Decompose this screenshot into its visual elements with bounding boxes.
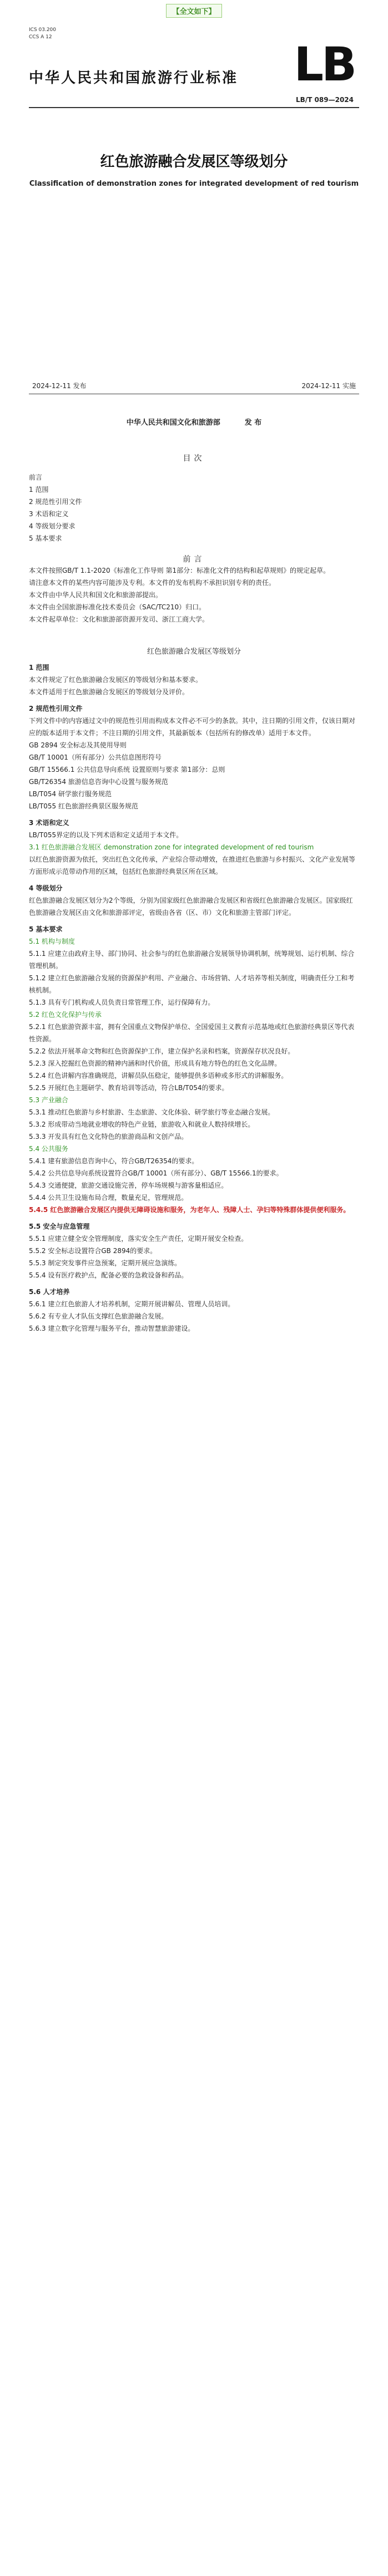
section-line: 5.6.2 有专业人才队伍支撑红色旅游融合发展。: [29, 1312, 168, 1320]
ccs-code: CCS A 12: [29, 34, 52, 40]
foreword-line: 本文件起草单位：文化和旅游部资源开发司、浙江工商大学。: [29, 615, 209, 623]
toc-item[interactable]: 4 等级划分要求: [29, 522, 75, 530]
section-line: 5.3 产业融合: [29, 1096, 68, 1104]
foreword-line: 本文件按照GB/T 1.1-2020《标准化工作导则 第1部分：标准化文件的结构和起草规则》的规定起草。: [29, 567, 330, 574]
section-line: 5.4 公共服务: [29, 1145, 68, 1153]
section-line: 5.1.1 应建立由政府主导、部门协同、社会参与的红色旅游融合发展领导协调机制，统筹规划、运行机制、综合管理机制。: [29, 950, 355, 970]
sections: [29, 661, 359, 1204]
section-line: GB/T26354 旅游信息咨询中心设置与服务规范: [29, 778, 168, 786]
cover: [0, 27, 388, 427]
section-line: LB/T055 红色旅游经典景区服务规范: [29, 802, 139, 810]
document-title: 红色旅游融合发展区等级划分: [100, 154, 288, 170]
dates-row: [29, 381, 359, 390]
toc-title: 目次: [183, 454, 205, 463]
section-line: 本文件适用于红色旅游融合发展区的等级划分及评价。: [29, 688, 189, 696]
section-line: 5.6.1 建立红色旅游人才培养机制，定期开展讲解员、管理人员培训。: [29, 1300, 235, 1308]
section-line: 5.5.1 应建立健全安全管理制度，落实安全生产责任，定期开展安全检查。: [29, 1235, 248, 1243]
section-line: 5.5.4 设有医疗救护点，配备必要的急救设备和药品。: [29, 1271, 188, 1279]
section-line: 5.4.1 建有旅游信息咨询中心，符合GB/T26354的要求。: [29, 1157, 199, 1165]
section-line: 本文件规定了红色旅游融合发展区的等级划分和基本要求。: [29, 676, 203, 684]
section-line: 3.1 红色旅游融合发展区 demonstration zone for integrated development of red tourism: [29, 843, 314, 851]
section-line: 以红色旅游资源为依托，突出红色文化传承，产业综合带动增效，在推进红色旅游与乡村振兴、文化产业发展等方面形成示范带动作用的区域，包括红色旅游经典景区所在区域。: [29, 856, 356, 875]
section-line: LB/T055界定的以及下列术语和定义适用于本文件。: [29, 831, 183, 839]
toc-item[interactable]: 3 术语和定义: [29, 510, 69, 518]
section-line: 5.5.2 安全标志设置符合GB 2894的要求。: [29, 1247, 157, 1255]
section-line: 5.1.3 具有专门机构或人员负责日常管理工作，运行保障有力。: [29, 999, 215, 1006]
section-line: 5.2 红色文化保护与传承: [29, 1011, 102, 1019]
section-heading: 5 基本要求: [29, 925, 63, 933]
section-line: LB/T054 研学旅行服务规范: [29, 790, 112, 798]
toc-item[interactable]: 前言: [29, 474, 43, 481]
publisher: [29, 416, 359, 427]
toc-item[interactable]: 5 基本要求: [29, 534, 62, 542]
foreword-line: 请注意本文件的某些内容可能涉及专利。本文件的发布机构不承担识别专利的责任。: [29, 579, 276, 587]
foreword: [29, 564, 359, 625]
section-line: 5.4.2 公共信息导向系统设置符合GB/T 10001（所有部分）、GB/T 15566.1的要求。: [29, 1169, 283, 1177]
section-line: 5.1 机构与制度: [29, 938, 75, 945]
section-line: 5.6.3 建立数字化管理与服务平台，推动智慧旅游建设。: [29, 1325, 195, 1332]
org-title: 中华人民共和国旅游行业标准: [29, 70, 239, 86]
toc-list: [29, 471, 359, 544]
foreword-title: 前言: [183, 555, 205, 564]
foreword-line: 本文件由全国旅游标准化技术委员会（SAC/TC210）归口。: [29, 603, 206, 611]
section-heading: 2 规范性引用文件: [29, 705, 83, 712]
issue-date: 2024-12-11 发布: [32, 382, 87, 390]
section-line: 5.2.1 红色旅游资源丰富，拥有全国重点文物保护单位、全国爱国主义教育示范基地或红色旅游经典景区等代表性资源。: [29, 1023, 355, 1043]
section-line: GB 2894 安全标志及其使用导则: [29, 741, 127, 749]
section-line: 红色旅游融合发展区划分为2个等级，分别为国家级红色旅游融合发展区和省级红色旅游融合发展区。国家级红色旅游融合发展区由文化和旅游部评定，省级由各省（区、市）文化和旅游主管部门评定。: [29, 897, 353, 917]
section-line: 5.2.5 开展红色主题研学、教育培训等活动，符合LB/T054的要求。: [29, 1084, 229, 1092]
section-line: 5.1.2 建立红色旅游融合发展的资源保护利用、产业融合、市场营销、人才培养等相关制度，明确责任分工和考核机制。: [29, 974, 355, 994]
section-line: 5.2.3 深入挖掘红色资源的精神内涵和时代价值，形成具有地方特色的红色文化品牌。: [29, 1060, 281, 1067]
section-line: GB/T 10001（所有部分）公共信息图形符号: [29, 754, 162, 761]
section-line: 5.2.2 依法开展革命文物和红色资源保护工作，建立保护名录和档案，资源保存状况良好。: [29, 1047, 295, 1055]
section-line: 5.3.2 形成带动当地就业增收的特色产业链，旅游收入和就业人数持续增长。: [29, 1121, 255, 1128]
top-bar: [0, 0, 388, 21]
standard-number: LB/T 089—2024: [296, 96, 354, 104]
body-title: 红色旅游融合发展区等级划分: [147, 648, 241, 656]
ics-code: ICS 03.200: [29, 27, 57, 33]
section-line: 5.4.3 交通便捷，旅游交通设施完善，停车场规模与游客量相适应。: [29, 1182, 228, 1189]
toc-item[interactable]: 1 范围: [29, 486, 49, 493]
section-heading: 5.6 人才培养: [29, 1288, 70, 1296]
implementation-date: 2024-12-11 实施: [301, 382, 356, 390]
publisher-action: 发 布: [244, 419, 262, 427]
section-line: GB/T 15566.1 公共信息导向系统 设置原则与要求 第1部分：总则: [29, 766, 225, 773]
section-heading: 3 术语和定义: [29, 819, 69, 827]
document-title-en: Classification of demonstration zones for integrated development of red tourism: [29, 180, 359, 188]
tail-sections: [29, 1220, 359, 1335]
highlighted-clause: 5.4.5 红色旅游融合发展区内提供无障碍设施和服务，为老年人、残障人士、孕妇等特殊群体提供便利服务。: [29, 1206, 350, 1214]
section-line: 5.5.3 制定突发事件应急预案，定期开展应急演练。: [29, 1259, 182, 1267]
section-line: 5.3.1 推动红色旅游与乡村旅游、生态旅游、文化体验、研学旅行等业态融合发展。: [29, 1108, 275, 1116]
foreword-line: 本文件由中华人民共和国文化和旅游部提出。: [29, 591, 163, 599]
section-line: 下列文件中的内容通过文中的规范性引用而构成本文件必不可少的条款。其中，注日期的引用文件，仅该日期对应的版本适用于本文件；不注日期的引用文件，其最新版本（包括所有的修改单）适用于本文件。: [29, 717, 356, 737]
section-line: 5.3.3 开发具有红色文化特色的旅游商品和文创产品。: [29, 1133, 188, 1141]
section-heading: 1 范围: [29, 664, 49, 671]
lb-logo: LB: [294, 37, 355, 91]
section-line: 5.2.4 红色讲解内容准确规范，讲解员队伍稳定，能够提供多语种或多形式的讲解服务。: [29, 1072, 288, 1080]
content: [0, 452, 388, 1335]
toc-item[interactable]: 2 规范性引用文件: [29, 498, 82, 506]
section-heading: 4 等级划分: [29, 884, 63, 892]
publisher-name: 中华人民共和国文化和旅游部: [126, 419, 220, 427]
section-line: 5.4.4 公共卫生设施布局合理，数量充足，管理规范。: [29, 1194, 188, 1202]
title-rule: [29, 107, 359, 108]
fulltext-badge: 【全文如下】: [166, 4, 221, 18]
section-heading: 5.5 安全与应急管理: [29, 1223, 90, 1230]
